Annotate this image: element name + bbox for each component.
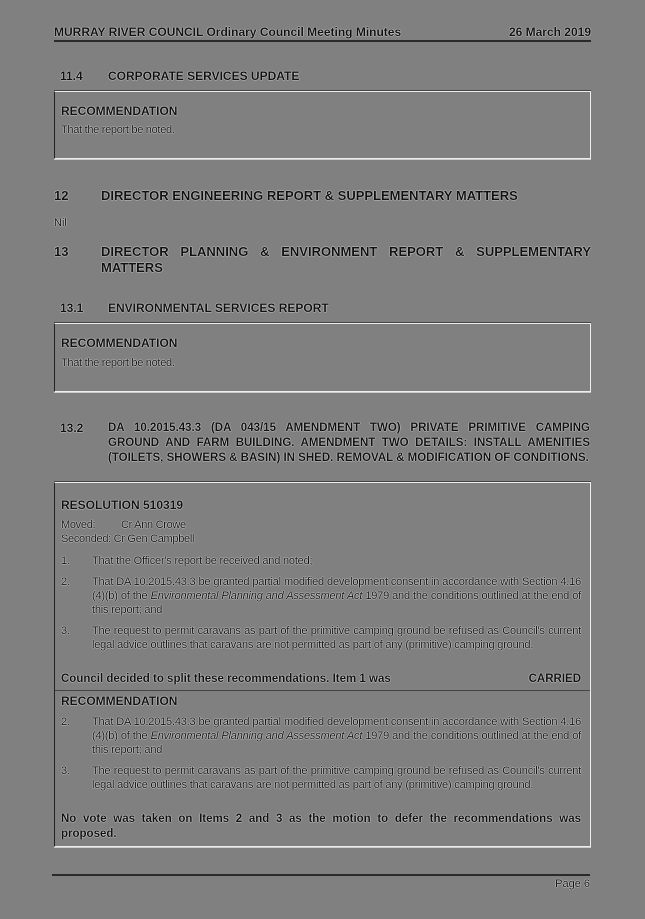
page-number: Page 6	[555, 878, 590, 890]
meeting-date: 26 March 2019	[508, 25, 591, 39]
section-title: DA 10.2015.43.3 (DA 043/15 AMENDMENT TWO) PRIVATE PRIMITIVE CAMPING GROUND AND FARM BUILDING. AMENDMENT TWO DETAILS: INSTALL AMENITIES (TOILETS, SHOWERS & BASIN) IN SHED. REMOVAL & MODIFICATION OF CONDITIONS.	[108, 422, 590, 464]
act-name: Environmental Planning and Assessment Act	[150, 730, 363, 742]
section-title: CORPORATE SERVICES UPDATE	[108, 69, 300, 83]
section-number: 13	[54, 244, 69, 259]
section-13-2-heading	[60, 421, 590, 477]
item-text: That the Officer's report be received and noted;	[92, 555, 313, 567]
section-title: ENVIRONMENTAL SERVICES REPORT	[108, 301, 329, 315]
moved-value: Cr Ann Crowe	[121, 519, 186, 531]
recommendation-label: RECOMMENDATION	[61, 694, 178, 708]
item-text-part: 1979 and the conditions outlined at the end of this report; and	[92, 590, 581, 616]
item-text-part: 1979 and the conditions outlined at the end of this report; and	[92, 730, 581, 756]
section-13-heading	[54, 244, 591, 278]
section-number: 13.2	[60, 421, 84, 435]
recommendation-box-13-1	[54, 323, 591, 392]
section-divider	[55, 690, 590, 691]
recommendation-label: RECOMMENDATION	[61, 336, 178, 350]
seconded-value: Cr Gen Campbell	[113, 533, 195, 545]
section-12-heading	[54, 188, 591, 206]
resolution-item-2	[61, 575, 581, 617]
recommendation-item-2	[61, 715, 581, 757]
item-text	[92, 575, 581, 617]
section-number: 11.4	[60, 69, 83, 83]
recommendation-item-3	[61, 764, 581, 792]
item-text-part: That DA 10.2015.43.3 be granted partial modified development consent in accordance with Section 4.16 (4)(b) of the	[92, 576, 581, 602]
item-number: 2.	[61, 576, 71, 588]
section-12-body: Nil	[54, 217, 67, 229]
resolution-item-1	[61, 554, 581, 568]
section-13-1-heading	[60, 301, 590, 317]
resolution-item-3	[61, 624, 581, 652]
section-number: 13.1	[60, 301, 84, 315]
recommendation-label: RECOMMENDATION	[61, 104, 178, 118]
recommendation-text: That the report be noted.	[61, 124, 175, 136]
moved-label: Moved:	[61, 519, 96, 531]
recommendation-box-11-4	[54, 91, 591, 159]
resolution-box-13-2	[54, 482, 591, 847]
footer-rule	[52, 874, 590, 876]
item-number: 2.	[61, 716, 71, 728]
page-header	[54, 24, 591, 42]
section-title: DIRECTOR PLANNING & ENVIRONMENT REPORT & SUPPLEMENTARY MATTERS	[101, 244, 591, 275]
section-title: DIRECTOR ENGINEERING REPORT & SUPPLEMENTARY MATTERS	[101, 188, 518, 203]
resolution-label: RESOLUTION 510319	[61, 498, 184, 512]
seconded-line	[61, 533, 194, 545]
item-number: 1.	[61, 555, 71, 567]
section-11-4-heading	[60, 69, 590, 85]
seconded-label: Seconded:	[61, 533, 111, 545]
item-text-part: That DA 10.2015.43.3 be granted partial modified development consent in accordance with Section 4.16 (4)(b) of the	[92, 716, 581, 742]
decision-text: Council decided to split these recommendations. Item 1 was	[61, 673, 391, 685]
recommendation-text: That the report be noted.	[61, 357, 175, 369]
item-number: 3.	[61, 625, 71, 637]
act-name: Environmental Planning and Assessment Act	[150, 590, 363, 602]
carried-status: CARRIED	[528, 673, 581, 685]
document-title: MURRAY RIVER COUNCIL Ordinary Council Meeting Minutes	[54, 25, 402, 39]
moved-line	[61, 519, 186, 531]
section-number: 12	[54, 188, 69, 203]
item-number: 3.	[61, 765, 71, 777]
no-vote-note: No vote was taken on Items 2 and 3 as the motion to defer the recommendations was proposed.	[61, 813, 581, 840]
item-text	[92, 715, 581, 757]
item-text: The request to permit caravans as part of the primitive camping ground be refused as Council's current legal advice outlines that caravans are not permitted as part of any (primitive) camping ground.	[92, 765, 581, 791]
decision-line	[61, 672, 581, 687]
item-text: The request to permit caravans as part of the primitive camping ground be refused as Council's current legal advice outlines that caravans are not permitted as part of any (primitive) camping ground.	[92, 625, 581, 651]
